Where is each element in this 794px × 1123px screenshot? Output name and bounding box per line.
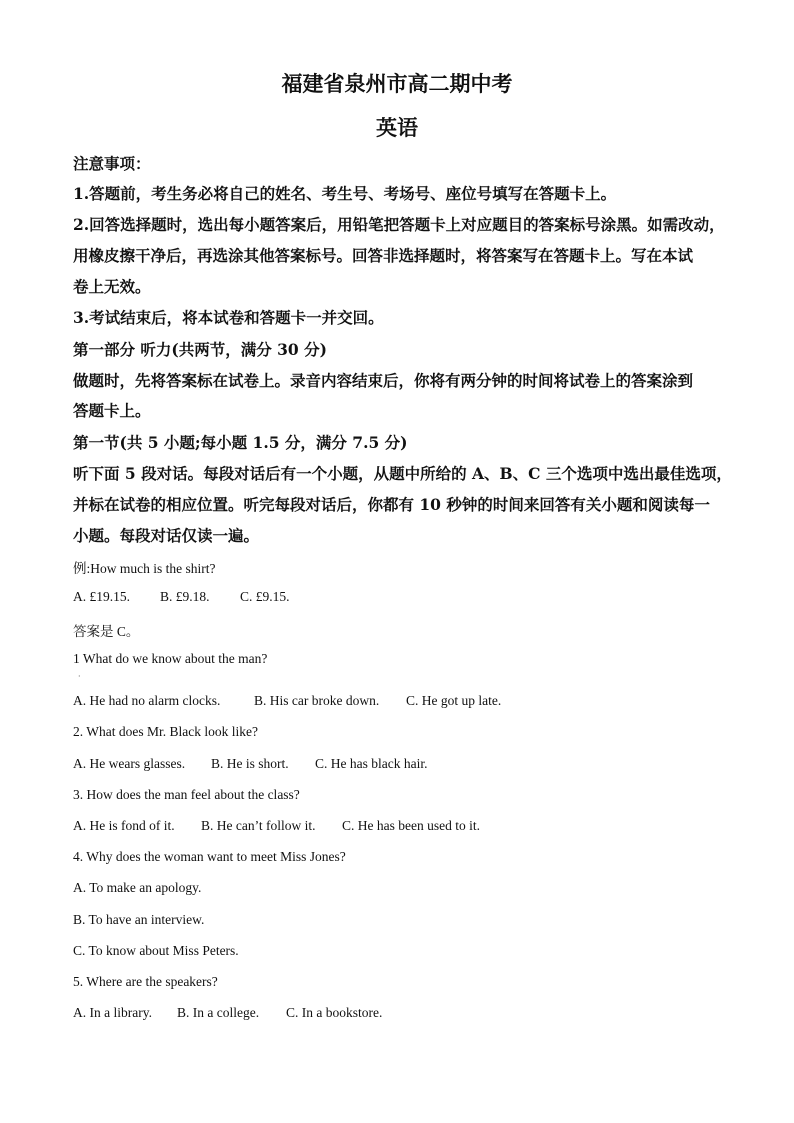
question-5: 5. Where are the speakers?	[73, 974, 218, 989]
example-option-a: A. £19.15.	[73, 589, 130, 604]
example-answer: 答案是 C。	[73, 624, 140, 639]
section1-heading: 第一节(共 5 小题;每小题 1.5 分，满分 7.5 分)	[73, 433, 408, 452]
note-item-1: 1.答题前，考生务必将自己的姓名、考生号、考场号、座位号填写在答题卡上。	[73, 184, 617, 203]
notes-heading: 注意事项：	[73, 154, 151, 173]
note-item-2-line-2: 用橡皮擦干净后，再选涂其他答案标号。回答非选择题时，将答案写在答题卡上。写在本试	[73, 246, 694, 265]
question-3-option-c: C. He has been used to it.	[342, 818, 480, 833]
part1-instruction-line-2: 答题卡上。	[73, 401, 151, 420]
section1-instruction-line-1: 听下面 5 段对话。每段对话后有一个小题，从题中所给的 A、B、C 三个选项中选出最佳选项，	[73, 464, 732, 483]
note-item-3: 3.考试结束后，将本试卷和答题卡一并交回。	[73, 308, 384, 327]
question-2-option-b: B. He is short.	[211, 756, 289, 771]
question-1: 1 What do we know about the man?	[73, 651, 268, 666]
question-2-options	[73, 756, 723, 772]
part1-heading: 第一部分 听力(共两节，满分 30 分)	[73, 340, 327, 359]
question-3-option-a: A. He is fond of it.	[73, 818, 175, 833]
question-5-option-b: B. In a college.	[177, 1005, 260, 1020]
question-1-option-a: A. He had no alarm clocks.	[73, 693, 221, 708]
exam-subject: 英语	[376, 115, 418, 140]
question-4-option-a: A. To make an apology.	[73, 880, 202, 895]
part1-instruction-line-1: 做题时，先将答案标在试卷上。录音内容结束后，你将有两分钟的时间将试卷上的答案涂到	[73, 371, 694, 390]
note-item-2-line-3: 卷上无效。	[73, 277, 151, 296]
question-4-option-c: C. To know about Miss Peters.	[73, 943, 239, 958]
example-option-c: C. £9.15.	[240, 589, 290, 604]
note-item-2-line-1: 2.回答选择题时，选出每小题答案后，用铅笔把答题卡上对应题目的答案标号涂黑。如需改动，	[73, 215, 725, 234]
question-1-option-b: B. His car broke down.	[254, 693, 380, 708]
example-question: 例:How much is the shirt?	[73, 561, 216, 576]
scan-dot: ·	[78, 672, 81, 681]
question-3-option-b: B. He can’t follow it.	[201, 818, 316, 833]
question-4: 4. Why does the woman want to meet Miss Jones?	[73, 849, 346, 864]
question-5-option-c: C. In a bookstore.	[286, 1005, 383, 1020]
example-options	[73, 589, 723, 605]
section1-instruction-line-2: 并标在试卷的相应位置。听完每段对话后，你都有 10 秒钟的时间来回答有关小题和阅读每一	[73, 495, 710, 514]
question-2-option-a: A. He wears glasses.	[73, 756, 186, 771]
question-5-options	[73, 1005, 723, 1021]
question-2: 2. What does Mr. Black look like?	[73, 724, 258, 739]
question-2-option-c: C. He has black hair.	[315, 756, 428, 771]
question-1-option-c: C. He got up late.	[406, 693, 502, 708]
question-3: 3. How does the man feel about the class?	[73, 787, 300, 802]
question-5-option-a: A. In a library.	[73, 1005, 152, 1020]
section1-instruction-line-3: 小题。每段对话仅读一遍。	[73, 526, 260, 545]
question-1-options	[73, 693, 723, 709]
exam-title: 福建省泉州市高二期中考	[281, 71, 513, 96]
example-option-b: B. £9.18.	[160, 589, 210, 604]
question-3-options	[73, 818, 723, 834]
question-4-option-b: B. To have an interview.	[73, 912, 205, 927]
